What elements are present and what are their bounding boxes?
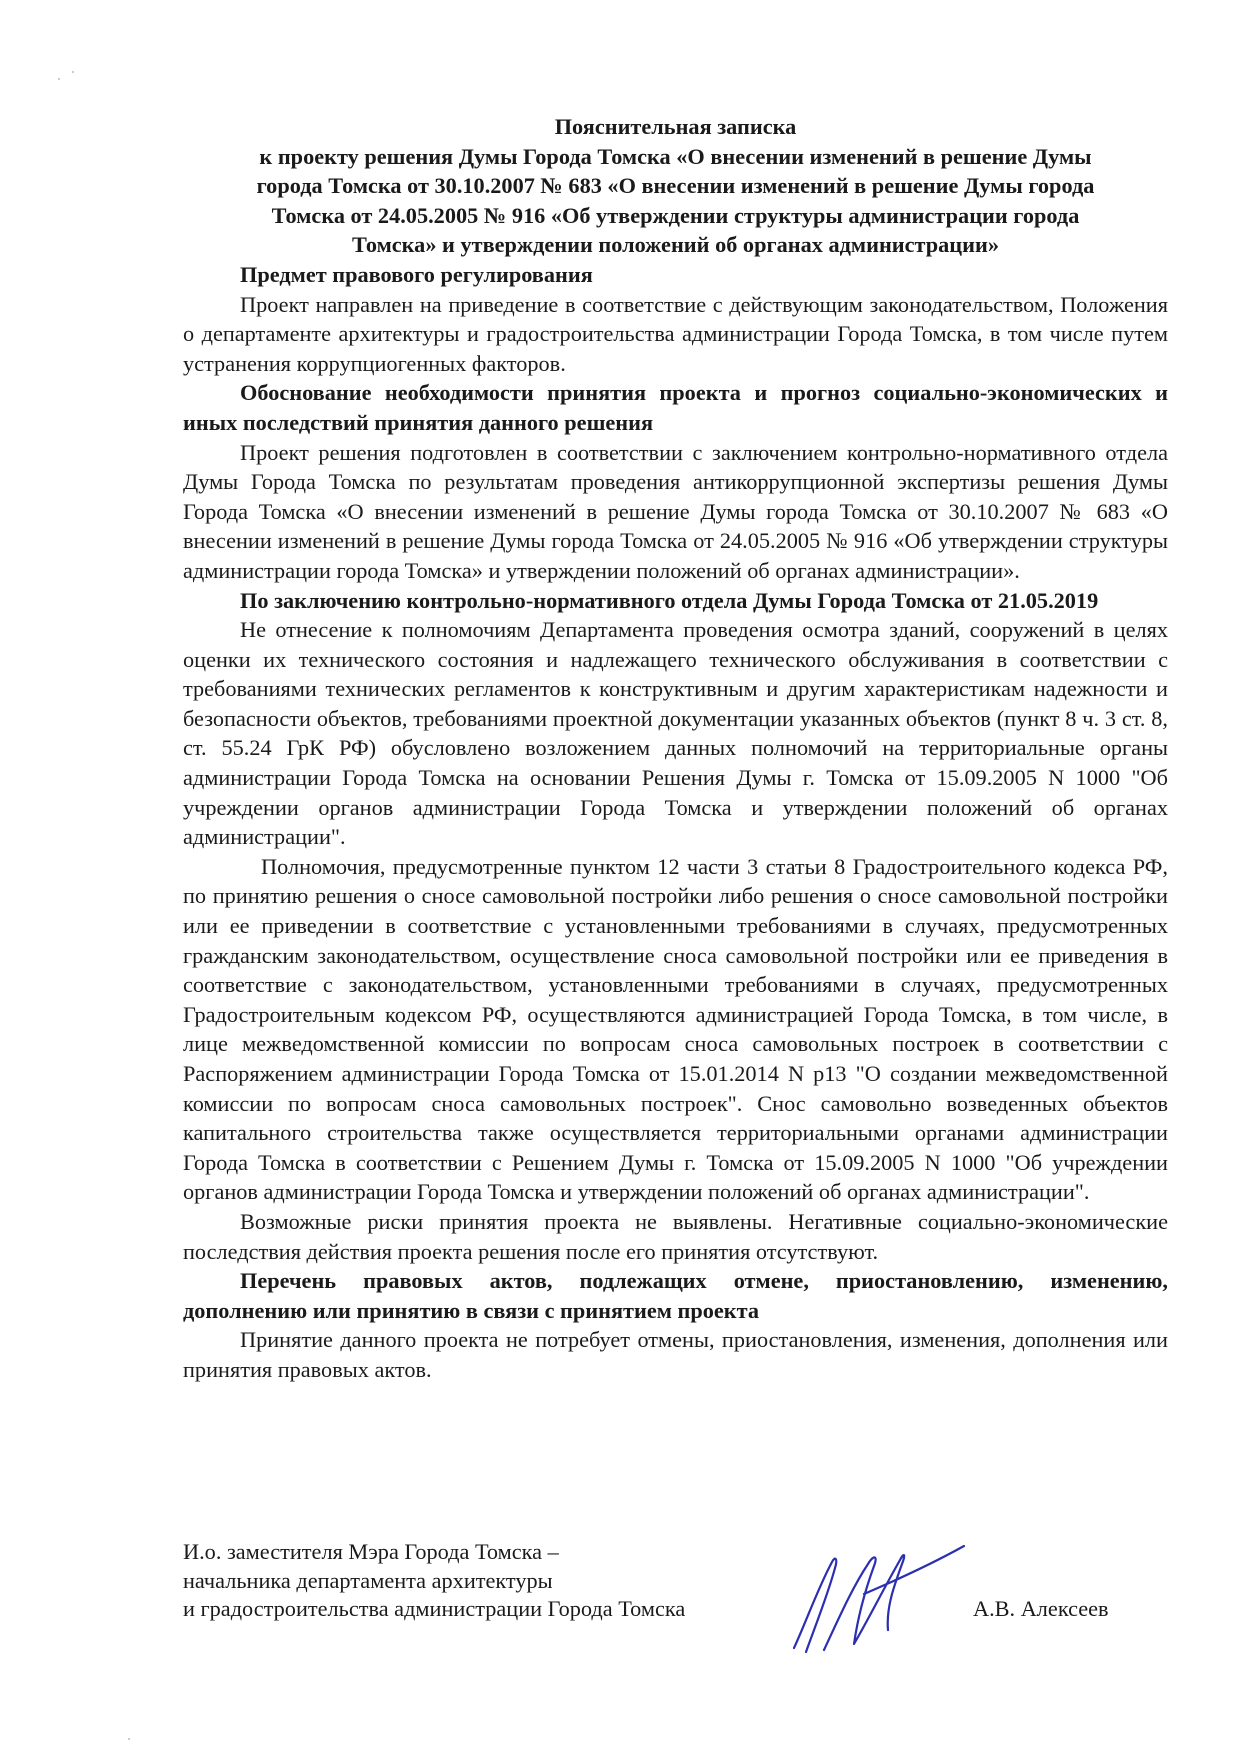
signature-block [183,1538,1168,1648]
acts-heading: Перечень правовых актов, подлежащих отмене, приостановлению, изменению, дополнению или принятию в связи с принятием проекта [183,1268,1168,1323]
position-line: И.о. заместителя Мэра Города Томска – [183,1539,559,1564]
acts-paragraph: Принятие данного проекта не потребует отмены, приостановления, изменения, дополнения или принятия правовых актов. [183,1327,1168,1382]
title-line: к проекту решения Думы Города Томска «О внесении изменений в решение Думы [259,143,1092,169]
document-title [183,112,1168,260]
conclusion-paragraph-2: Полномочия, предусмотренные пунктом 12 части 3 статьи 8 Градостроительного кодекса РФ, по принятию решения о сносе самовольной постройки либо решения о сносе самовольной постройки или ее приведении в соответствие с установленными требованиями в случаях, предусмотренных гражданским законодательством, осуществление сноса самовольной постройки или ее приведения в соответствие с законодательством, установленными требованиями в случаях, предусмотренных Градостроительным кодексом РФ, осуществляются администрацией Города Томска, в том числе, в лице межведомственной комиссии по вопросам сноса самовольных построек в соответствии с Распоряжением администрации Города Томска от 15.01.2014 N р13 "О создании межведомственной комиссии по вопросам сноса самовольных построек". Снос самовольно возведенных объектов капитального строительства также осуществляется территориальными органами администрации Города Томска в соответствии с Решением Думы г. Томска от 15.09.2005 N 1000 "Об учреждении органов администрации Города Томска и утверждении положений об органах администрации". [183,853,1168,1205]
position-line: и градостроительства администрации Города Томска [183,1596,686,1621]
title-line: Томска» и утверждении положений об органах администрации» [352,232,999,258]
scan-speck [58,78,60,80]
position-line: начальника департамента архитектуры [183,1567,553,1593]
conclusion-heading: По заключению контрольно-нормативного отдела Думы Города Томска от 21.05.2019 [240,587,1099,613]
title-line: города Томска от 30.10.2007 № 683 «О внесении изменений в решение Думы города [256,173,1095,199]
subject-paragraph: Проект направлен на приведение в соответствие с действующим законодательством, Положения о департаменте архитектуры и градостроительства администрации Города Томска, в том числе путем устранения коррупциогенных факторов. [183,291,1168,376]
title-line: Пояснительная записка [554,114,797,139]
scan-speck [72,71,74,73]
justification-paragraph: Проект решения подготовлен в соответствии с заключением контрольно-нормативного отдела Думы Города Томска по результатам проведения антикоррупционной экспертизы решения Думы Города Томска «О внесении изменений в решение Думы города Томска от 30.10.2007 № 683 «О внесении изменений в решение Думы города Томска от 24.05.2005 № 916 «Об утверждении структуры администрации города Томска» и утверждении положений об органах администрации». [183,439,1168,583]
document-body [183,112,1168,1385]
conclusion-paragraph-1: Не отнесение к полномочиям Департамента проведения осмотра зданий, сооружений в целях оценки их технического состояния и надлежащего технического обслуживания в соответствии с требованиями технических регламентов к конструктивным и другим характеристикам надежности и безопасности объектов, требованиями проектной документации указанных объектов (пункт 8 ч. 3 ст. 8, ст. 55.24 ГрК РФ) обусловлено возложением данных полномочий на территориальные органы администрации Города Томска на основании Решения Думы г. Томска от 15.09.2005 N 1000 "Об учреждении органов администрации Города Томска и утверждении положений об органах администрации". [183,617,1168,850]
handwritten-signature [788,1524,968,1664]
scan-speck [128,1738,130,1740]
subject-heading: Предмет правового регулирования [240,261,593,287]
justification-heading: Обоснование необходимости принятия проекта и прогноз социально-экономических и иных последствий принятия данного решения [183,380,1168,435]
title-line: Томска от 24.05.2005 № 916 «Об утверждении структуры администрации города [271,202,1080,228]
risks-paragraph: Возможные риски принятия проекта не выявлены. Негативные социально-экономические последствия действия проекта решения после его принятия отсутствуют. [183,1208,1168,1264]
signature-stroke [794,1546,964,1652]
signatory-name: А.В. Алексеев [973,1596,1109,1621]
